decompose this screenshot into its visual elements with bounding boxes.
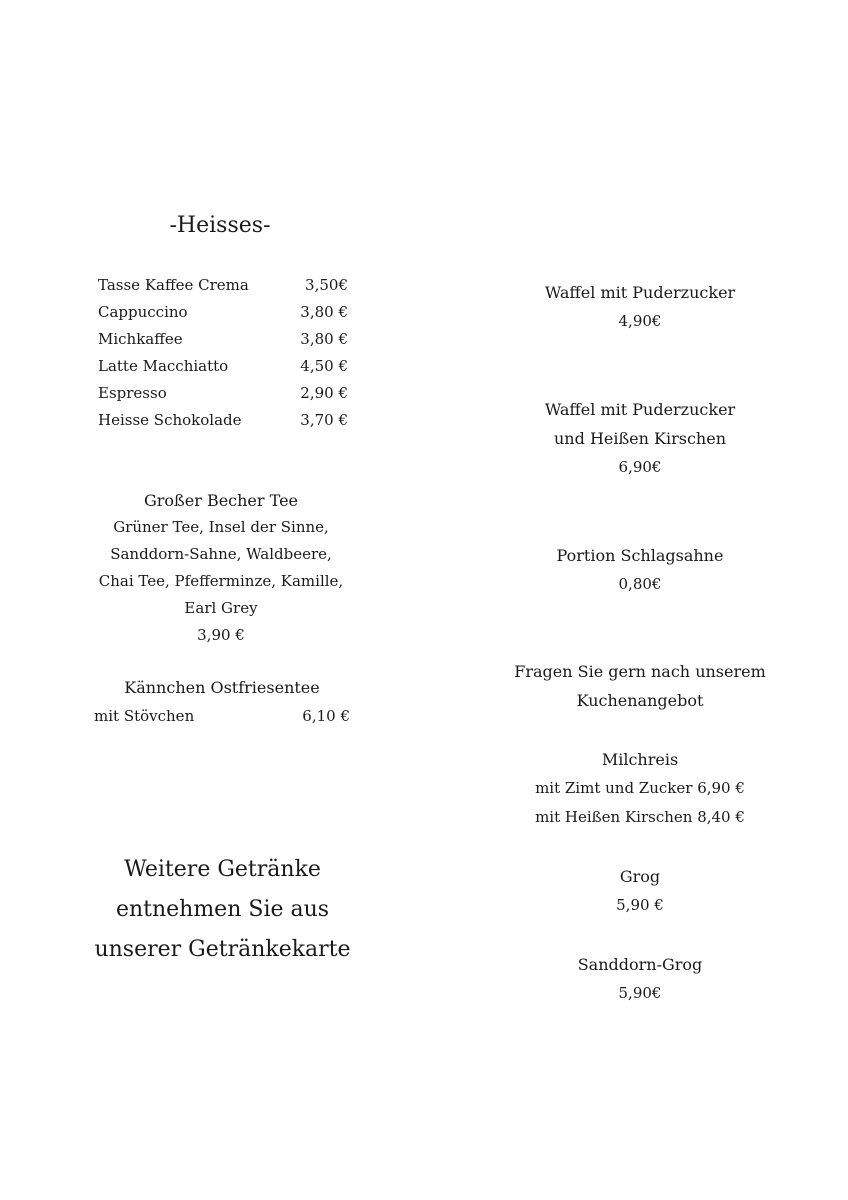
note-line: entnehmen Sie aus xyxy=(115,897,330,922)
item-name-2: und Heißen Kirschen xyxy=(554,429,726,448)
item-option: mit Zimt und Zucker 6,90 € xyxy=(535,779,745,797)
item-name: Sanddorn-Grog xyxy=(577,955,703,974)
waffel-kirschen xyxy=(500,395,780,482)
item-price: 0,80€ xyxy=(618,575,662,593)
menu-item-name: Latte Macchiatto xyxy=(98,357,229,375)
menu-item-price: 3,50€ xyxy=(305,276,348,294)
sanddorn-grog xyxy=(500,950,780,1008)
tee-variety-line: Chai Tee, Pfefferminze, Kamille, xyxy=(98,572,344,590)
tee-variety-line: Sanddorn-Sahne, Waldbeere, xyxy=(110,545,332,563)
menu-item-name: Espresso xyxy=(98,384,167,402)
menu-item-price: 3,70 € xyxy=(300,411,348,429)
note-line: Weitere Getränke xyxy=(124,857,321,882)
item-name: Waffel mit Puderzucker xyxy=(544,400,736,419)
menu-item-name: Tasse Kaffee Crema xyxy=(98,276,249,294)
menu-item-name: Cappuccino xyxy=(98,303,188,321)
grog xyxy=(500,862,780,920)
portion-schlagsahne xyxy=(500,541,780,599)
section-title-heisses: -Heisses- xyxy=(169,213,271,238)
waffel-puderzucker xyxy=(500,278,780,336)
tee-variety-line: Grüner Tee, Insel der Sinne, xyxy=(113,518,329,536)
weitere-getraenke-note xyxy=(80,850,365,970)
item-price: 6,90€ xyxy=(618,458,662,476)
menu-item-price: 3,80 € xyxy=(300,330,348,348)
hot-drinks-list xyxy=(98,272,348,434)
menu-item-price: 4,50 € xyxy=(300,357,348,375)
kaennchen-price: 6,10 € xyxy=(302,707,350,725)
item-name: Portion Schlagsahne xyxy=(556,546,724,565)
item-price: 5,90 € xyxy=(616,896,664,914)
note-line: unserer Getränkekarte xyxy=(94,937,351,962)
item-name: Milchreis xyxy=(601,750,679,769)
note-line: Fragen Sie gern nach unserem xyxy=(514,662,766,681)
milchreis xyxy=(500,745,780,832)
item-name: Waffel mit Puderzucker xyxy=(544,283,736,302)
menu-item-price: 2,90 € xyxy=(300,384,348,402)
menu-item-name: Michkaffee xyxy=(98,330,183,348)
tee-section xyxy=(96,487,346,649)
tee-heading: Großer Becher Tee xyxy=(143,491,298,510)
kuchen-note xyxy=(500,657,780,715)
menu-item xyxy=(98,326,348,353)
tee-variety-line: Earl Grey xyxy=(184,599,258,617)
item-name: Grog xyxy=(619,867,661,886)
item-option: mit Heißen Kirschen 8,40 € xyxy=(535,808,745,826)
note-line: Kuchenangebot xyxy=(576,691,704,710)
menu-item-price: 3,80 € xyxy=(300,303,348,321)
menu-item xyxy=(98,272,348,299)
menu-item xyxy=(98,407,348,434)
kaennchen-detail: mit Stövchen xyxy=(94,707,195,725)
kaennchen-row xyxy=(94,702,350,730)
menu-item xyxy=(98,353,348,380)
item-price: 5,90€ xyxy=(618,984,662,1002)
kaennchen-heading: Kännchen Ostfriesentee xyxy=(124,678,320,697)
item-price: 4,90€ xyxy=(618,312,662,330)
menu-item xyxy=(98,380,348,407)
tee-price: 3,90 € xyxy=(197,626,245,644)
kaennchen-section xyxy=(94,674,350,730)
menu-item xyxy=(98,299,348,326)
menu-item-name: Heisse Schokolade xyxy=(98,411,242,429)
